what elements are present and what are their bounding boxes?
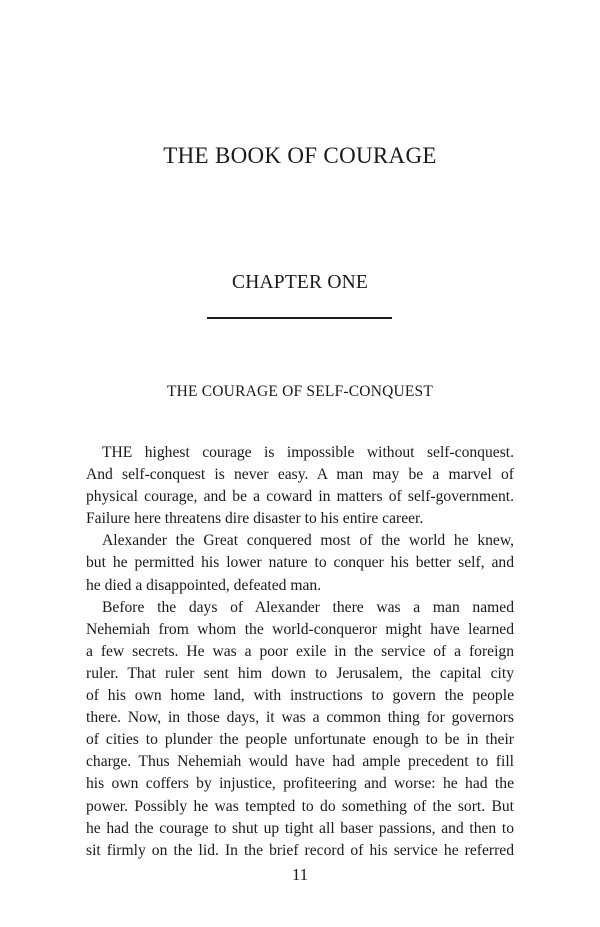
text-line: Alexander the Great conquered most of the world he knew,	[102, 532, 514, 550]
body-text	[86, 442, 514, 862]
text-line: his own coffers by injustice, profiteering and worse: he had the	[86, 775, 514, 793]
section-title: THE COURAGE OF SELF-CONQUEST	[166, 383, 434, 400]
text-line: charge. Thus Nehemiah would have had ample precedent to fill	[86, 753, 514, 771]
text-line: but he permitted his lower nature to conquer his better self, and	[86, 554, 514, 572]
text-line: of his own home land, with instructions to govern the people	[86, 687, 514, 705]
paragraph	[86, 597, 514, 862]
text-line: And self-conquest is never easy. A man may be a marvel of	[86, 466, 514, 484]
text-line: Before the days of Alexander there was a man named	[102, 598, 514, 616]
text-line: he died a disappointed, defeated man.	[86, 576, 322, 594]
text-line: he had the courage to shut up tight all baser passions, and then to	[86, 819, 514, 837]
text-line: a few secrets. He was a poor exile in the service of a foreign	[86, 642, 514, 660]
text-line: there. Now, in those days, it was a common thing for governors	[86, 709, 514, 727]
book-title: THE BOOK OF COURAGE	[163, 143, 437, 168]
text-line: Nehemiah from whom the world-conqueror might have learned	[86, 620, 514, 638]
text-line: power. Possibly he was tempted to do something of the sort. But	[86, 797, 514, 815]
text-line: Failure here threatens dire disaster to his entire career.	[86, 510, 424, 528]
paragraph	[86, 442, 514, 530]
text-line: sit firmly on the lid. In the brief record of his service he referred	[86, 841, 514, 859]
text-line: ruler. That ruler sent him down to Jerusalem, the capital city	[86, 664, 514, 682]
chapter-divider-rule	[207, 317, 392, 319]
text-line: physical courage, and be a coward in matters of self-government.	[86, 488, 514, 506]
page-number: 11	[291, 865, 309, 884]
chapter-title: CHAPTER ONE	[232, 272, 368, 293]
paragraph	[86, 530, 514, 596]
text-line: of cities to plunder the people unfortunate enough to be in their	[86, 731, 514, 749]
text-line: THE highest courage is impossible without self-conquest.	[102, 444, 514, 461]
